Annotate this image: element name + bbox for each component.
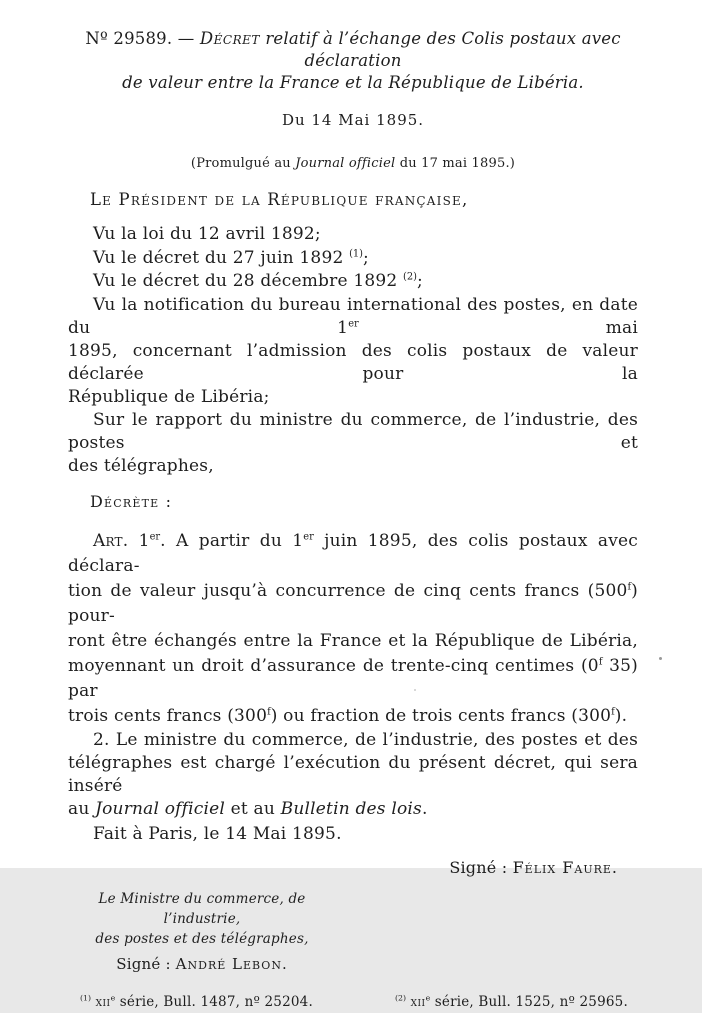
president-name: Félix Faure.	[512, 857, 618, 877]
article-1-line-5	[68, 704, 638, 729]
article-2-l3b: et au	[225, 798, 281, 819]
footnote-ref-1: (1)	[349, 247, 364, 259]
superscript-franc: f	[611, 705, 615, 717]
footnote-1-marker: (1)	[80, 993, 92, 1002]
article-1-l5c: ).	[614, 705, 628, 726]
superscript-franc: f	[598, 655, 603, 667]
article-2-line-1: 2. Le ministre du commerce, de l’industrie, des postes et des	[93, 729, 638, 750]
footnote-ref-2: (2)	[403, 271, 417, 283]
article-1	[68, 529, 638, 729]
superscript-franc: f	[267, 705, 271, 717]
fait-a-paris-line: Fait à Paris, le 14 Mai 1895.	[93, 823, 342, 844]
article-1-line-2	[68, 579, 638, 629]
notification-line-1	[68, 294, 638, 340]
minister-signature-block	[82, 889, 322, 975]
document-content	[68, 28, 638, 1013]
minister-signature	[82, 953, 322, 975]
decree-title-line-1	[68, 28, 638, 72]
article-2-l3c: .	[421, 798, 428, 819]
superscript-er: er	[348, 317, 359, 329]
footnote-1-text: série, Bull. 1487, nº 25204.	[115, 993, 313, 1010]
footnote-2-sup: e	[425, 993, 431, 1002]
superscript-er: er	[303, 530, 314, 542]
footnote-2-series: xii	[410, 993, 426, 1010]
notification-line-2: 1895, concernant l’admission des colis postaux de valeur déclarée pour la	[68, 340, 638, 384]
article-1-l5b: ) ou fraction de trois cents francs (300	[270, 705, 612, 726]
scan-speck	[659, 657, 662, 660]
footnote-2	[395, 993, 628, 1011]
article-1-line-3: ront être échangés entre la France et la République de Libéria,	[68, 630, 638, 651]
decree-title-rest: relatif à l’échange des Colis postaux avec déclaration	[259, 29, 621, 70]
article-1-l4a: moyennant un droit d’assurance de trente-cinq centimes (0	[68, 655, 599, 676]
footnotes-row	[68, 993, 638, 1013]
notification-l1a: Vu la notification du bureau international des postes, en date du 1	[68, 294, 638, 338]
footnote-2-text: série, Bull. 1525, nº 25965.	[430, 993, 628, 1010]
notification-line-3: République de Libéria;	[68, 386, 270, 407]
visa-line-2	[68, 247, 638, 271]
decree-title-line-2: de valeur entre la France et la République de Libéria.	[122, 73, 584, 92]
article-2-l3a: au	[68, 798, 96, 819]
promulgation-post: du 17 mai 1895.)	[395, 156, 516, 171]
article-1-l1c: juin 1895, des colis postaux avec déclara-	[68, 530, 639, 576]
article-1-line-4	[68, 654, 638, 704]
article-1-l1a: 1	[128, 530, 150, 551]
opening-president-line: Le Président de la République française,	[90, 190, 469, 209]
footnote-1	[80, 993, 313, 1011]
signe-label: Signé :	[116, 954, 176, 973]
bulletin-des-lois-italic: Bulletin des lois	[280, 798, 422, 819]
rapport-line-1: Sur le rapport du ministre du commerce, de l’industrie, des postes et	[68, 409, 638, 453]
decree-word: Décret	[199, 29, 260, 48]
signe-label: Signé :	[449, 857, 513, 877]
minister-title-line-1: Le Ministre du commerce, de l’industrie,	[98, 890, 306, 927]
visa-2-text: Vu le décret du 27 juin 1892	[93, 247, 350, 268]
visa-line-1: Vu la loi du 12 avril 1892;	[93, 224, 321, 244]
minister-name: André Lebon.	[175, 954, 288, 973]
visas-block	[68, 223, 638, 294]
rapport-line-2: des télégraphes,	[68, 455, 214, 476]
promulgation-pre: (Promulgué au	[190, 156, 296, 171]
article-1-line-1	[68, 529, 638, 579]
article-1-l4b: 35) par	[68, 655, 638, 701]
superscript-er: er	[149, 530, 161, 542]
visa-line-3	[68, 270, 638, 294]
promulgation-journal: Journal officiel	[295, 156, 396, 171]
notification-paragraph	[68, 294, 638, 409]
visa-3-end: ;	[416, 271, 423, 291]
article-1-label: Art.	[93, 530, 129, 551]
president-signature	[68, 856, 638, 879]
decree-title	[68, 28, 638, 94]
decrete-heading: Décrète :	[90, 491, 173, 511]
journal-officiel-italic: Journal officiel	[95, 798, 226, 819]
article-1-l1b: . A partir du 1	[160, 530, 304, 551]
article-2	[68, 729, 638, 821]
footnote-1-series: xii	[95, 993, 111, 1010]
visa-2-end: ;	[363, 247, 369, 268]
decree-number: Nº 29589. —	[85, 29, 200, 48]
promulgation-line	[68, 155, 638, 172]
superscript-franc: f	[627, 580, 632, 592]
article-2-line-2: télégraphes est chargé l’exécution du présent décret, qui sera inséré	[68, 752, 638, 796]
article-1-l5a: trois cents francs (300	[68, 705, 268, 726]
scan-speck	[414, 689, 416, 691]
article-1-l2a: tion de valeur jusqu’à concurrence de cinq cents francs (500	[68, 580, 628, 601]
rapport-paragraph	[68, 409, 638, 478]
decree-date: Du 14 Mai 1895.	[281, 111, 425, 129]
visa-3-text: Vu le décret du 28 décembre 1892	[93, 271, 403, 291]
footnote-1-sup: e	[110, 993, 116, 1002]
article-1-l2b: ) pour-	[68, 580, 638, 626]
article-2-line-3	[68, 798, 638, 821]
footnote-2-marker: (2)	[395, 993, 407, 1002]
minister-title-line-2: des postes et des télégraphes,	[95, 930, 309, 947]
notification-l1b: mai	[358, 317, 638, 338]
